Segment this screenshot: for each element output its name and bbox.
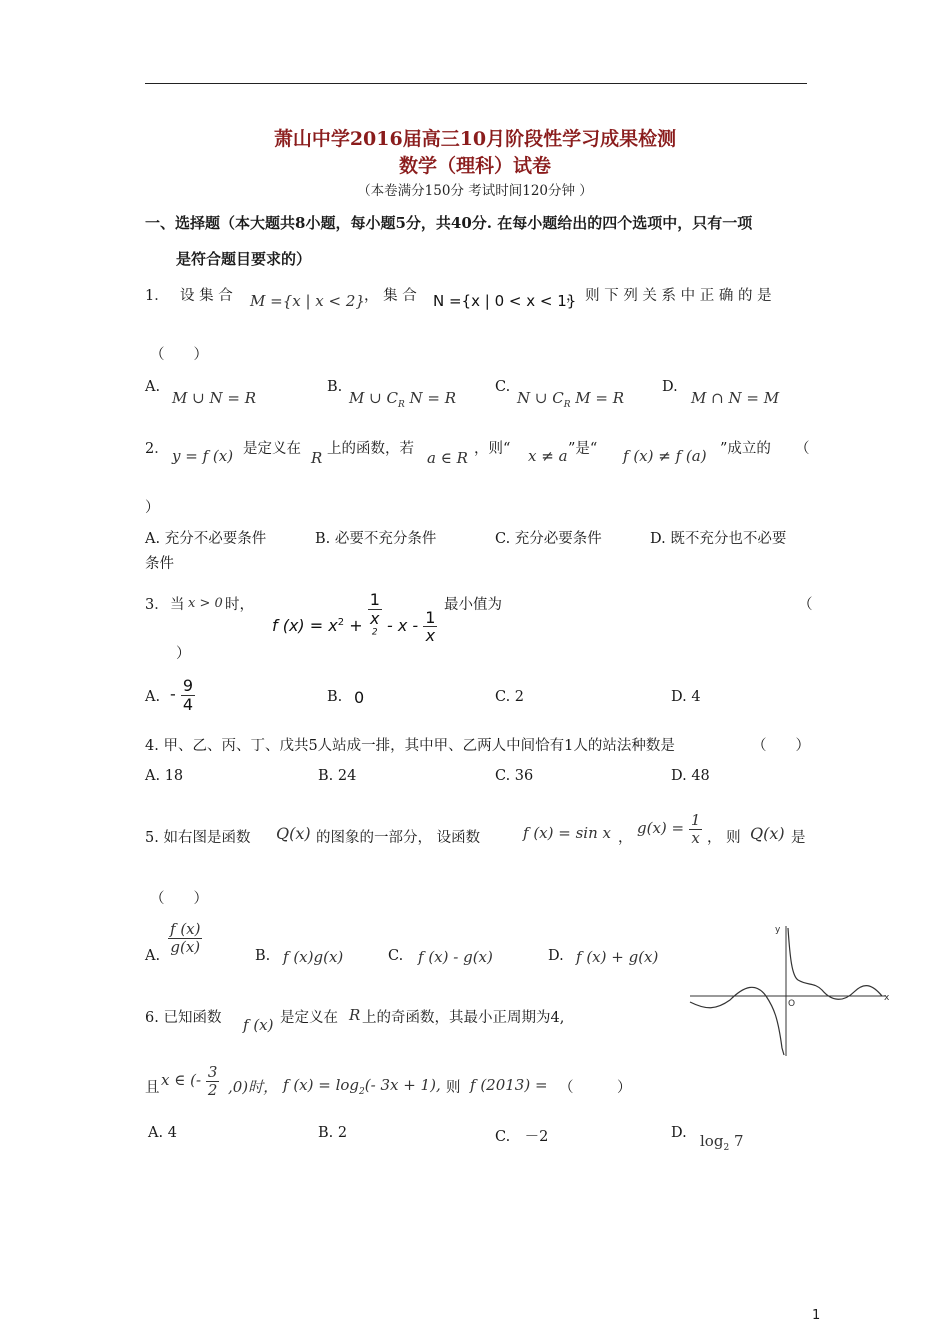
q3-option-b-label: B. xyxy=(327,689,343,705)
q3-condition: x > 0 xyxy=(188,596,223,611)
exam-title: 萧山中学2016届高三10月阶段性学习成果检测 xyxy=(273,128,677,150)
graph-origin-label: O xyxy=(788,999,796,1009)
q5-option-b: f (x)g(x) xyxy=(283,948,344,966)
q3-paren-close: ） xyxy=(176,646,191,662)
q1-option-c: N ∪ $C_R$ M = R xyxy=(517,389,625,410)
q2-a-in-r: a ∈ R xyxy=(427,449,468,467)
q5-qx: Q(x) xyxy=(276,824,311,843)
q5-answer-paren: （ ） xyxy=(150,891,208,907)
q5-gx-fraction: $\frac{1}{x}$ xyxy=(690,811,701,847)
q4-option-d: D. 48 xyxy=(671,768,710,784)
q6-r: R xyxy=(349,1006,361,1024)
q2-function: y = f (x) xyxy=(172,447,234,465)
q6-domain-end: ,0)时， xyxy=(228,1078,279,1096)
q2-text-5: ”成立的 xyxy=(720,441,771,457)
q5-text: 5. 如右图是函数 xyxy=(145,830,251,846)
q2-option-d: D. 既不充分也不必要 xyxy=(650,531,787,547)
q6-option-a: A. 4 xyxy=(148,1125,177,1141)
section-heading-cont: 是符合题目要求的） xyxy=(176,250,312,268)
q4-option-c: C. 36 xyxy=(495,768,534,784)
q3-option-d: D. 4 xyxy=(671,689,701,705)
q5-gx: g(x) = $\frac{1}{x}$ xyxy=(637,811,701,847)
q3-fraction-2: $\frac{1}{x}$ xyxy=(425,607,436,646)
q2-paren-close: ） xyxy=(145,500,160,516)
page-number: 1 xyxy=(812,1308,821,1323)
q2-text-4: ”是“ xyxy=(568,441,598,457)
q6-option-c: C. －2 xyxy=(495,1129,549,1145)
q5-option-a-fraction: $\frac{f (x)}{g(x)}$ xyxy=(170,920,201,956)
q5-function-graph xyxy=(686,918,896,1060)
q5-text-2: 的图象的一部分， 设函数 xyxy=(316,830,481,846)
q5-option-b-label: B. xyxy=(255,948,271,964)
q6-domain: x ∈ (- $\frac{3}{2}$ xyxy=(161,1063,218,1099)
q2-option-a: A. 充分不必要条件 xyxy=(145,531,267,547)
q4-option-a: A. 18 xyxy=(145,768,184,784)
q3-text-3: 最小值为 xyxy=(444,597,502,613)
q1-option-c-label: C. xyxy=(495,379,511,395)
q1-option-d: M ∩ N = M xyxy=(691,389,780,407)
q6-text-2: 是定义在 xyxy=(280,1010,338,1026)
section-heading: 一、选择题（本大题共8小题，每小题5分，共40分. 在每小题给出的四个选项中，只有一项 xyxy=(145,214,753,232)
q3-option-a: - $\frac{9}{4}$ xyxy=(170,676,194,714)
q1-set-n: N ={x | 0 < x < 1} xyxy=(433,292,577,310)
q5-fx: f (x) = sin x xyxy=(523,824,611,842)
q5-qx-2: Q(x) xyxy=(750,824,785,843)
q6-domain-fraction: $\frac{3}{2}$ xyxy=(207,1063,218,1099)
graph-curve-right xyxy=(788,928,882,999)
q2-conclusion: f (x) ≠ f (a) xyxy=(623,447,707,465)
q4-option-b: B. 24 xyxy=(318,768,357,784)
q5-text-3: ， 则 xyxy=(707,830,741,846)
q5-comma: ， xyxy=(618,830,633,846)
q6-text-3: 上的奇函数，其最小正周期为4, xyxy=(362,1010,565,1026)
q2-option-b: B. 必要不充分条件 xyxy=(315,531,437,547)
q5-option-a-label: A. xyxy=(145,948,161,964)
q3-paren-open: （ xyxy=(798,597,813,613)
q1-option-a: M ∪ N = R xyxy=(172,389,256,407)
q1-answer-paren: （ ） xyxy=(150,347,208,363)
graph-x-label: x xyxy=(884,993,890,1003)
q3-option-c: C. 2 xyxy=(495,689,525,705)
q5-option-c-label: C. xyxy=(388,948,404,964)
q6-option-b: B. 2 xyxy=(318,1125,348,1141)
q1-option-b-label: B. xyxy=(327,379,343,395)
q4-answer-paren: （ ） xyxy=(752,738,810,754)
q6-option-d: $\log_2 7$ xyxy=(700,1132,744,1153)
exam-subject: 数学（理科）试卷 xyxy=(398,155,551,177)
q6-option-d-label: D. xyxy=(671,1125,687,1141)
q1-option-b: M ∪ $C_R$ N = R xyxy=(349,389,457,410)
q1-option-a-label: A. xyxy=(145,379,161,395)
q6-text-4: 且 xyxy=(145,1080,160,1096)
q6-text-6: 则 xyxy=(446,1080,461,1096)
q6-text: 6. 已知函数 xyxy=(145,1010,222,1026)
q1-text-3: ， 则 下 列 关 系 中 正 确 的 是 xyxy=(566,288,772,304)
q5-option-d: f (x) + g(x) xyxy=(576,948,659,966)
q2-option-d-cont: 条件 xyxy=(145,556,174,572)
q2-text: 是定义在 xyxy=(243,441,301,457)
q2-r: R xyxy=(311,449,323,467)
q3-option-b: 0 xyxy=(354,688,365,707)
q2-text-3: ，则“ xyxy=(474,441,511,457)
q6-fx: f (x) xyxy=(243,1016,274,1034)
q1-number: 1． xyxy=(145,288,169,304)
q5-option-a xyxy=(168,921,202,955)
q3-function: f $(x) = x^2$ + 1 x $^2$ - x - $\frac{1}{x}$ xyxy=(272,590,436,646)
q6-definition: f $(x) = \log_2(-$ 3x + 1), xyxy=(283,1076,441,1097)
q3-text-2: 时， xyxy=(225,597,254,613)
q3-option-a-fraction: $\frac{9}{4}$ xyxy=(182,676,194,714)
q6-answer-paren: （ ） xyxy=(559,1080,632,1096)
q2-paren-open: （ xyxy=(795,441,810,457)
q5-option-c: f (x) - g(x) xyxy=(418,948,493,966)
q2-option-c: C. 充分必要条件 xyxy=(495,531,602,547)
graph-y-label: y xyxy=(775,925,781,935)
q4-text: 4. 甲、乙、丙、丁、戊共5人站成一排，其中甲、乙两人中间恰有1人的站法种数是 xyxy=(145,738,675,754)
q1-text: 设 集 合 xyxy=(180,288,233,304)
exam-info: （本卷满分150分 考试时间120分钟 ） xyxy=(357,183,593,199)
graph-curve-left xyxy=(690,987,784,1055)
q2-condition: x ≠ a xyxy=(528,447,568,465)
q1-text-2: ， 集 合 xyxy=(364,288,417,304)
q5-option-d-label: D. xyxy=(548,948,564,964)
q5-text-4: 是 xyxy=(791,830,806,846)
q3-option-a-label: A. xyxy=(145,689,161,705)
q2-text-2: 上的函数，若 xyxy=(327,441,414,457)
q2-number: 2． xyxy=(145,441,169,457)
q1-set-m: M ={x | x < 2} xyxy=(250,292,365,310)
q1-option-d-label: D. xyxy=(662,379,678,395)
q3-number: 3． xyxy=(145,597,169,613)
q3-fraction-1: 1 x $^2$ xyxy=(369,590,380,638)
q6-question: f (2013) = xyxy=(470,1076,548,1094)
top-rule xyxy=(145,83,807,84)
q3-text: 当 xyxy=(170,597,185,613)
